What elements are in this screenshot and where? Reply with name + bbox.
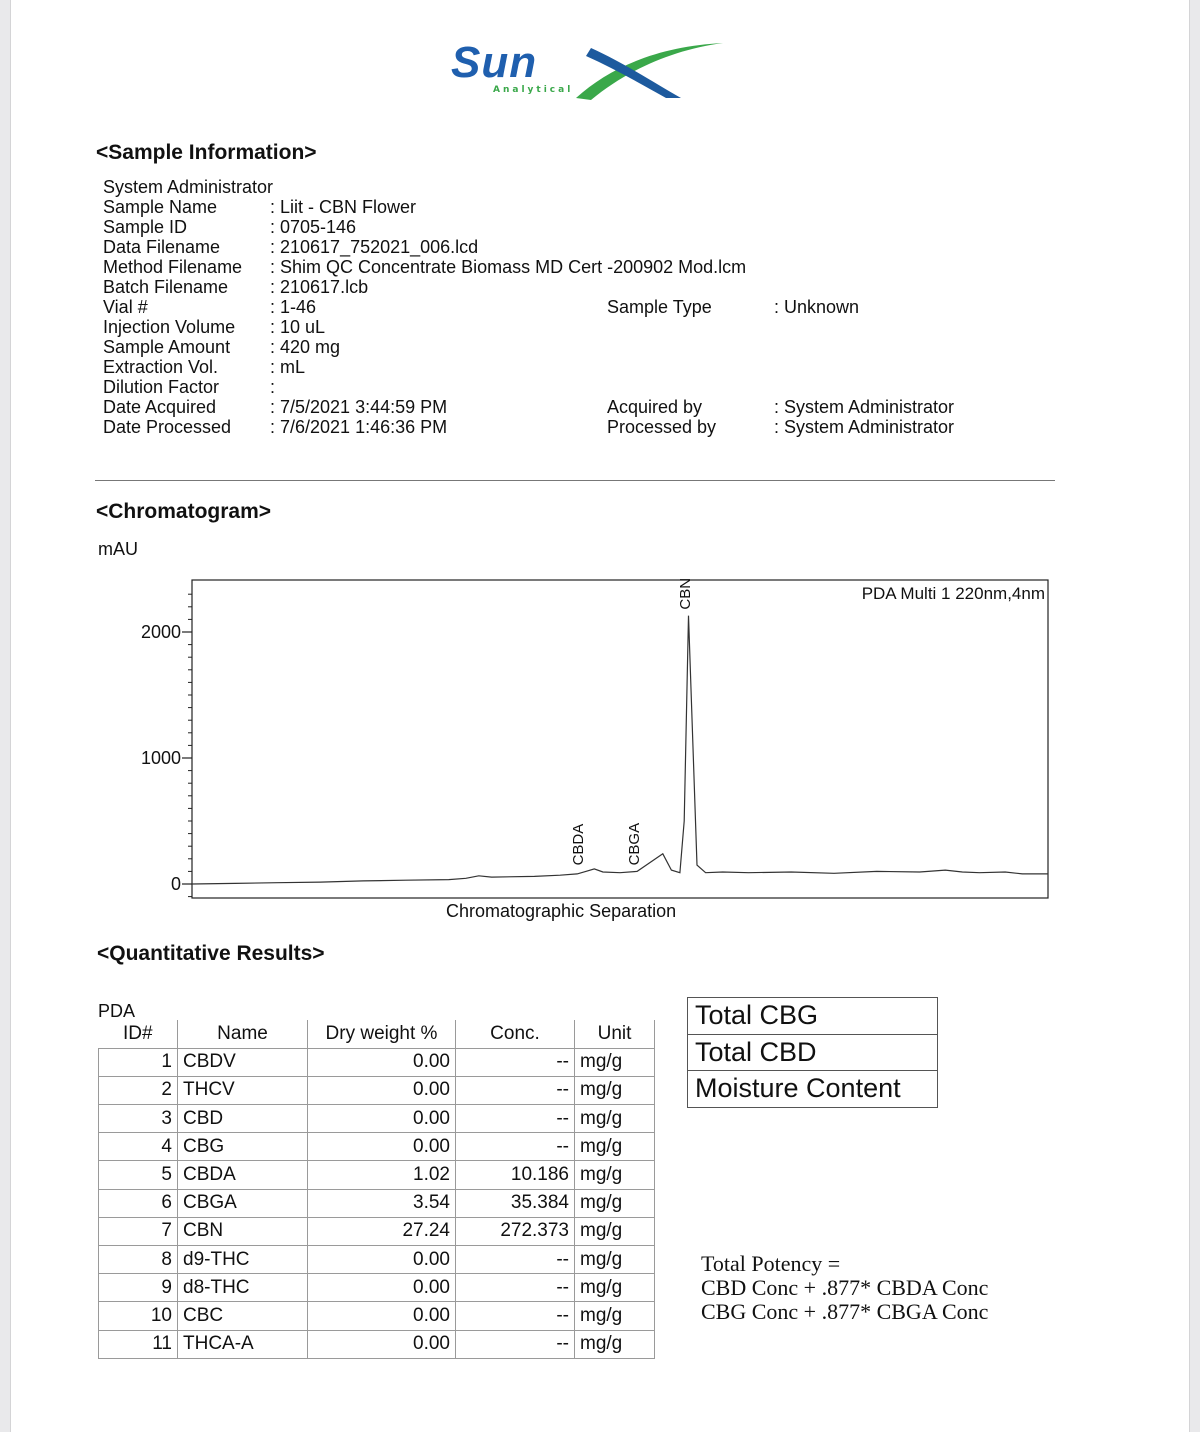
- info-value: : Shim QC Concentrate Biomass MD Cert -200902 Mod.lcm: [270, 257, 747, 277]
- col-name: Name: [178, 1020, 308, 1048]
- detector-label: PDA: [98, 1001, 136, 1021]
- info-label: Date Acquired: [103, 397, 217, 417]
- info-label: Sample Amount: [103, 337, 231, 357]
- logo-subtitle: Analytical: [493, 85, 574, 95]
- col-id: ID#: [99, 1020, 178, 1048]
- y-unit-label: mAU: [98, 539, 138, 559]
- cell-dry-weight: 0.00: [308, 1274, 456, 1302]
- info-right-value: : System Administrator: [774, 397, 955, 417]
- cell-conc: --: [456, 1274, 575, 1302]
- cell-name: THCA-A: [178, 1330, 308, 1358]
- cell-unit: mg/g: [575, 1133, 655, 1161]
- info-label: Dilution Factor: [103, 377, 220, 397]
- cell-conc: --: [456, 1302, 575, 1330]
- cell-name: CBDV: [178, 1048, 308, 1076]
- cell-unit: mg/g: [575, 1076, 655, 1104]
- info-value: : 0705-146: [270, 217, 357, 237]
- col-dry-weight: Dry weight %: [308, 1020, 456, 1048]
- table-row: [99, 1161, 655, 1189]
- table-row: [99, 1189, 655, 1217]
- table-row: [99, 1133, 655, 1161]
- cell-id: 3: [99, 1105, 178, 1133]
- cell-unit: mg/g: [575, 1217, 655, 1245]
- info-label: Injection Volume: [103, 317, 236, 337]
- col-conc: Conc.: [456, 1020, 575, 1048]
- info-value: : 210617.lcb: [270, 277, 369, 297]
- report-page: [10, 0, 1190, 1432]
- quant-results-title: <Quantitative Results>: [97, 942, 325, 965]
- moisture-content-cell: Moisture Content: [688, 1071, 938, 1108]
- table-row: [99, 1330, 655, 1358]
- cell-dry-weight: 0.00: [308, 1302, 456, 1330]
- cell-unit: mg/g: [575, 1161, 655, 1189]
- info-value: : 420 mg: [270, 337, 341, 357]
- cell-conc: --: [456, 1330, 575, 1358]
- cell-unit: mg/g: [575, 1189, 655, 1217]
- total-cbg-cell: Total CBG: [688, 998, 938, 1035]
- potency-line-2: CBD Conc + .877* CBDA Conc: [701, 1275, 989, 1300]
- info-right-label: Processed by: [607, 417, 717, 437]
- cell-dry-weight: 3.54: [308, 1189, 456, 1217]
- cell-unit: mg/g: [575, 1330, 655, 1358]
- peak-label: CBN: [677, 577, 695, 610]
- info-value: : 7/5/2021 3:44:59 PM: [270, 397, 448, 417]
- col-unit: Unit: [575, 1020, 655, 1048]
- cell-id: 11: [99, 1330, 178, 1358]
- table-row: [99, 1217, 655, 1245]
- results-table: [98, 1020, 655, 1359]
- results-header-row: [99, 1020, 655, 1048]
- cell-id: 10: [99, 1302, 178, 1330]
- cell-conc: 35.384: [456, 1189, 575, 1217]
- info-value: : 7/6/2021 1:46:36 PM: [270, 417, 448, 437]
- y-tick-label: 0: [170, 874, 181, 894]
- info-right-value: : System Administrator: [774, 417, 955, 437]
- cell-name: CBN: [178, 1217, 308, 1245]
- potency-line-1: Total Potency =: [701, 1251, 841, 1276]
- cell-id: 6: [99, 1189, 178, 1217]
- table-row: [99, 1274, 655, 1302]
- info-label: Sample Name: [103, 197, 218, 217]
- info-label: Data Filename: [103, 237, 221, 257]
- info-value: : 1-46: [270, 297, 317, 317]
- info-value: : Liit - CBN Flower: [270, 197, 417, 217]
- info-label: Sample ID: [103, 217, 188, 237]
- cell-conc: 10.186: [456, 1161, 575, 1189]
- cell-conc: 272.373: [456, 1217, 575, 1245]
- table-row: [99, 1048, 655, 1076]
- cell-id: 9: [99, 1274, 178, 1302]
- y-tick-label: 2000: [140, 622, 181, 642]
- cell-id: 1: [99, 1048, 178, 1076]
- y-tick-label: 1000: [140, 748, 181, 768]
- table-row: [99, 1302, 655, 1330]
- cell-conc: --: [456, 1048, 575, 1076]
- cell-unit: mg/g: [575, 1274, 655, 1302]
- info-value: :: [270, 377, 276, 397]
- info-value: : 10 uL: [270, 317, 326, 337]
- cell-conc: --: [456, 1133, 575, 1161]
- potency-formula: [701, 1252, 988, 1324]
- sample-info-title: <Sample Information>: [96, 141, 317, 164]
- info-value: : 210617_752021_006.lcd: [270, 237, 479, 257]
- cell-conc: --: [456, 1246, 575, 1274]
- chart-detector-label: PDA Multi 1 220nm,4nm: [861, 584, 1045, 603]
- cell-unit: mg/g: [575, 1302, 655, 1330]
- cell-unit: mg/g: [575, 1048, 655, 1076]
- info-label: Vial #: [103, 297, 148, 317]
- cell-conc: --: [456, 1105, 575, 1133]
- cell-dry-weight: 1.02: [308, 1161, 456, 1189]
- cell-name: CBD: [178, 1105, 308, 1133]
- cell-name: d8-THC: [178, 1274, 308, 1302]
- info-right-label: Acquired by: [607, 397, 703, 417]
- cell-unit: mg/g: [575, 1246, 655, 1274]
- total-cbd-cell: Total CBD: [688, 1034, 938, 1071]
- peak-label: CBDA: [570, 823, 588, 866]
- info-right-label: Sample Type: [607, 297, 712, 317]
- cell-dry-weight: 0.00: [308, 1076, 456, 1104]
- cell-id: 8: [99, 1246, 178, 1274]
- cell-dry-weight: 0.00: [308, 1133, 456, 1161]
- cell-conc: --: [456, 1076, 575, 1104]
- peak-label: CBGA: [625, 822, 643, 866]
- chromatogram-series-line: [192, 616, 1048, 884]
- chromatogram-title: <Chromatogram>: [96, 500, 272, 523]
- cell-dry-weight: 0.00: [308, 1330, 456, 1358]
- chromatogram-chart: [11, 0, 1191, 960]
- info-value: : mL: [270, 357, 306, 377]
- plot-frame: [192, 577, 1048, 898]
- cell-name: CBG: [178, 1133, 308, 1161]
- cell-name: CBC: [178, 1302, 308, 1330]
- table-row: [99, 1105, 655, 1133]
- cell-unit: mg/g: [575, 1105, 655, 1133]
- cell-id: 2: [99, 1076, 178, 1104]
- info-label: Extraction Vol.: [103, 357, 219, 377]
- cell-id: 4: [99, 1133, 178, 1161]
- sample-info-header: System Administrator: [103, 177, 274, 197]
- cell-id: 7: [99, 1217, 178, 1245]
- info-label: Date Processed: [103, 417, 232, 437]
- info-label: Batch Filename: [103, 277, 229, 297]
- logo-wordmark: Sun: [451, 38, 538, 87]
- cell-name: CBDA: [178, 1161, 308, 1189]
- cell-dry-weight: 0.00: [308, 1048, 456, 1076]
- cell-name: THCV: [178, 1076, 308, 1104]
- cell-dry-weight: 27.24: [308, 1217, 456, 1245]
- cell-name: d9-THC: [178, 1246, 308, 1274]
- info-label: Method Filename: [103, 257, 243, 277]
- cell-name: CBGA: [178, 1189, 308, 1217]
- table-row: [99, 1076, 655, 1104]
- totals-table: [687, 997, 938, 1108]
- table-row: [99, 1246, 655, 1274]
- x-axis-caption: Chromatographic Separation: [446, 901, 677, 921]
- cell-dry-weight: 0.00: [308, 1246, 456, 1274]
- potency-line-3: CBG Conc + .877* CBGA Conc: [701, 1299, 989, 1324]
- info-right-value: : Unknown: [774, 297, 860, 317]
- cell-id: 5: [99, 1161, 178, 1189]
- cell-dry-weight: 0.00: [308, 1105, 456, 1133]
